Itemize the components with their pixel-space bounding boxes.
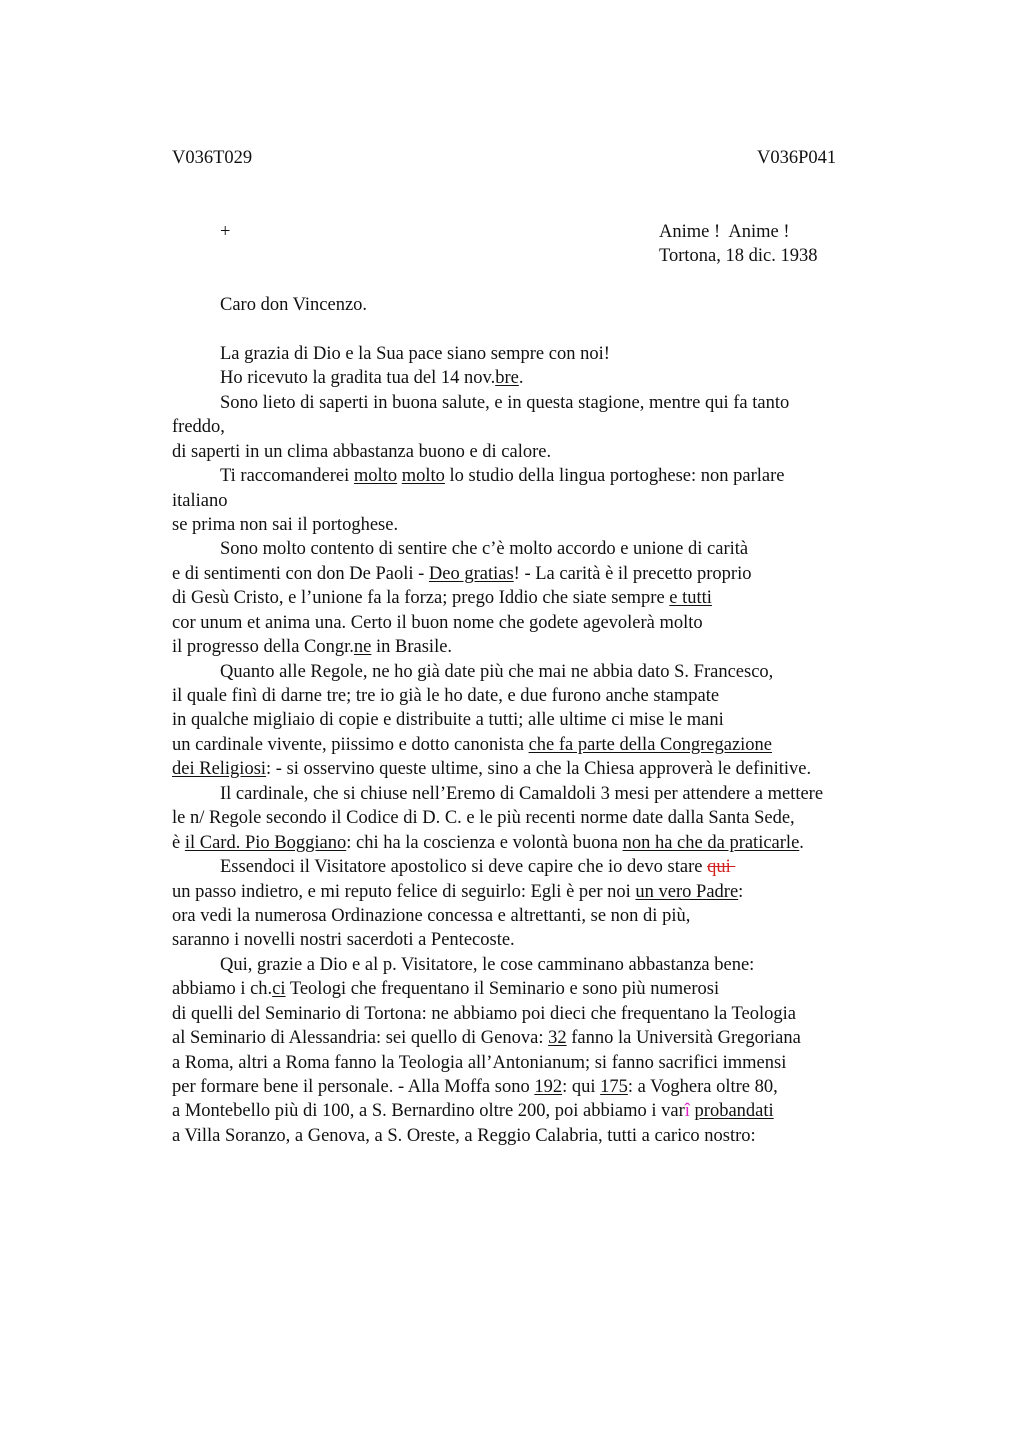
body-line: Il cardinale, che si chiuse nell’Eremo di Camaldoli 3 mesi per attendere a mettere — [220, 784, 824, 804]
body-line: un passo indietro, e mi reputo felice di seguirlo: Egli è per noi un vero Padre: — [172, 882, 744, 902]
body-line: Sono molto contento di sentire che c’è molto accordo e unione di carità — [220, 539, 749, 559]
body-line: La grazia di Dio e la Sua pace siano sempre con noi! — [220, 344, 610, 364]
body-line: di Gesù Cristo, e l’unione fa la forza; prego Iddio che siate sempre e tutti — [172, 588, 712, 608]
body-line: Ho ricevuto la gradita tua del 14 nov.bre. — [220, 368, 524, 388]
body-line: dei Religiosi: - si osservino queste ultime, sino a che la Chiesa approverà le definitive. — [172, 759, 812, 779]
body-line: al Seminario di Alessandria: sei quello di Genova: 32 fanno la Università Gregoriana — [172, 1028, 801, 1048]
body-line: le n/ Regole secondo il Codice di D. C. e le più recenti norme date dalla Santa Sede, — [172, 808, 795, 828]
corrected-letter: î — [684, 1101, 690, 1121]
body-line: Qui, grazie a Dio e al p. Visitatore, le cose camminano abbastanza bene: — [220, 955, 755, 975]
body-line: a Montebello più di 100, a S. Bernardino oltre 200, poi abbiamo i varî probandati — [172, 1101, 774, 1121]
body-line: italiano — [172, 491, 228, 511]
motto: Anime ! Anime ! — [659, 222, 790, 242]
document-code-left: V036T029 — [172, 148, 253, 168]
body-line: per formare bene il personale. - Alla Moffa sono 192: qui 175: a Voghera oltre 80, — [172, 1077, 778, 1097]
body-line: a Roma, altri a Roma fanno la Teologia all’Antonianum; si fanno sacrifici immensi — [172, 1053, 787, 1073]
body-line: un cardinale vivente, piissimo e dotto canonista che fa parte della Congregazione — [172, 735, 773, 755]
body-line: se prima non sai il portoghese. — [172, 515, 399, 535]
body-line: e di sentimenti con don De Paoli - Deo gratias! - La carità è il precetto proprio — [172, 564, 752, 584]
document-code-right: V036P041 — [757, 148, 837, 168]
body-line: il progresso della Congr.ne in Brasile. — [172, 637, 453, 657]
body-line: Essendoci il Visitatore apostolico si deve capire che io devo stare qui — [220, 857, 736, 877]
body-line: ora vedi la numerosa Ordinazione concessa e altrettanti, se non di più, — [172, 906, 691, 926]
body-line: abbiamo i ch.ci Teologi che frequentano il Seminario e sono più numerosi — [172, 979, 720, 999]
body-line: in qualche migliaio di copie e distribuite a tutti; alle ultime ci mise le mani — [172, 710, 724, 730]
body-line: il quale finì di darne tre; tre io già le ho date, e due furono anche stampate — [172, 686, 720, 706]
deleted-word: qui — [707, 857, 736, 877]
body-line: Ti raccomanderei molto molto lo studio della lingua portoghese: non parlare — [220, 466, 785, 486]
body-line: di saperti in un clima abbastanza buono e di calore. — [172, 442, 552, 462]
body-line: è il Card. Pio Boggiano: chi ha la coscienza e volontà buona non ha che da praticarle. — [172, 833, 804, 853]
body-line: di quelli del Seminario di Tortona: ne abbiamo poi dieci che frequentano la Teologia — [172, 1004, 797, 1024]
body-line: cor unum et anima una. Certo il buon nome che godete agevolerà molto — [172, 613, 703, 633]
cross-mark: + — [220, 222, 231, 242]
place-date: Tortona, 18 dic. 1938 — [659, 246, 818, 266]
body-line: freddo, — [172, 417, 225, 437]
body-line: Quanto alle Regole, ne ho già date più che mai ne abbia dato S. Francesco, — [220, 662, 774, 682]
body-line: a Villa Soranzo, a Genova, a S. Oreste, a Reggio Calabria, tutti a carico nostro: — [172, 1126, 756, 1146]
body-line: saranno i novelli nostri sacerdoti a Pentecoste. — [172, 930, 515, 950]
salutation: Caro don Vincenzo. — [220, 295, 368, 315]
body-line: Sono lieto di saperti in buona salute, e in questa stagione, mentre qui fa tanto — [220, 393, 790, 413]
